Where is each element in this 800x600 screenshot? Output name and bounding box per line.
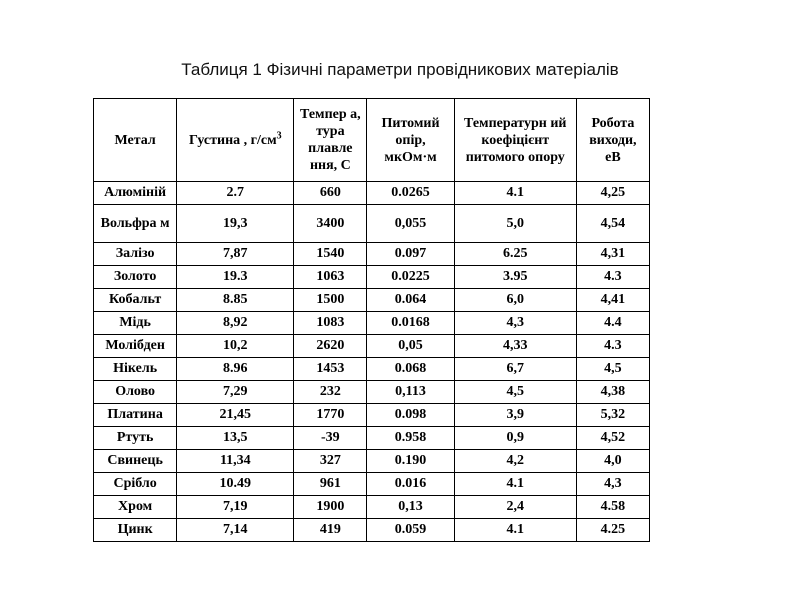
table-row	[94, 404, 650, 427]
cell-work-function: 4.58	[576, 496, 649, 519]
cell-density: 10.49	[177, 473, 294, 496]
cell-temp-coef: 0,9	[454, 427, 576, 450]
cell-resistivity: 0.016	[367, 473, 454, 496]
cell-density: 8.96	[177, 358, 294, 381]
cell-resistivity: 0.068	[367, 358, 454, 381]
header-melting-point: Темпер а, тура плавле ння, С	[294, 99, 367, 182]
cell-melting: 961	[294, 473, 367, 496]
table-row	[94, 182, 650, 205]
cell-temp-coef: 4,2	[454, 450, 576, 473]
cell-temp-coef: 6.25	[454, 243, 576, 266]
cell-work-function: 4,31	[576, 243, 649, 266]
table-row	[94, 312, 650, 335]
table-row	[94, 358, 650, 381]
cell-resistivity: 0.059	[367, 519, 454, 542]
cell-temp-coef: 4,33	[454, 335, 576, 358]
cell-density: 19,3	[177, 205, 294, 243]
table-row	[94, 289, 650, 312]
header-temperature-coefficient: Температурн ий коефіцієнт питомого опору	[454, 99, 576, 182]
header-metal: Метал	[94, 99, 177, 182]
cell-resistivity: 0.958	[367, 427, 454, 450]
header-resistivity: Питомий опір, мкОм·м	[367, 99, 454, 182]
cell-melting: 419	[294, 519, 367, 542]
cell-work-function: 4,25	[576, 182, 649, 205]
table-row	[94, 473, 650, 496]
cell-melting: 1083	[294, 312, 367, 335]
cell-metal: Кобальт	[94, 289, 177, 312]
cell-melting: 327	[294, 450, 367, 473]
cell-metal: Мідь	[94, 312, 177, 335]
cell-temp-coef: 4,5	[454, 381, 576, 404]
cell-metal: Залізо	[94, 243, 177, 266]
cell-resistivity: 0.0168	[367, 312, 454, 335]
cell-work-function: 4,5	[576, 358, 649, 381]
physical-parameters-table	[93, 98, 650, 542]
cell-density: 10,2	[177, 335, 294, 358]
cell-resistivity: 0.190	[367, 450, 454, 473]
cell-density: 19.3	[177, 266, 294, 289]
cell-melting: -39	[294, 427, 367, 450]
cell-work-function: 4,41	[576, 289, 649, 312]
cell-temp-coef: 4,3	[454, 312, 576, 335]
cell-density: 11,34	[177, 450, 294, 473]
header-work-function: Робота виходи, еВ	[576, 99, 649, 182]
header-density-label: Густина , г/см	[188, 132, 277, 148]
cell-temp-coef: 4.1	[454, 519, 576, 542]
cell-melting: 3400	[294, 205, 367, 243]
cell-work-function: 5,32	[576, 404, 649, 427]
cell-resistivity: 0.064	[367, 289, 454, 312]
cell-temp-coef: 5,0	[454, 205, 576, 243]
cell-metal: Срібло	[94, 473, 177, 496]
cell-resistivity: 0,055	[367, 205, 454, 243]
cell-resistivity: 0.0225	[367, 266, 454, 289]
cell-work-function: 4.3	[576, 335, 649, 358]
table-row	[94, 496, 650, 519]
table-row	[94, 266, 650, 289]
cell-density: 21,45	[177, 404, 294, 427]
cell-melting: 232	[294, 381, 367, 404]
cell-work-function: 4,38	[576, 381, 649, 404]
cell-work-function: 4,54	[576, 205, 649, 243]
cell-metal: Нікель	[94, 358, 177, 381]
header-density	[177, 99, 294, 182]
table-row	[94, 381, 650, 404]
cell-work-function: 4.4	[576, 312, 649, 335]
cell-density: 2.7	[177, 182, 294, 205]
table-row	[94, 335, 650, 358]
cell-work-function: 4,3	[576, 473, 649, 496]
cell-temp-coef: 6,0	[454, 289, 576, 312]
cell-melting: 1063	[294, 266, 367, 289]
cell-density: 7,87	[177, 243, 294, 266]
cell-melting: 1453	[294, 358, 367, 381]
cell-metal: Золото	[94, 266, 177, 289]
cell-metal: Молібден	[94, 335, 177, 358]
cell-density: 7,14	[177, 519, 294, 542]
table-header-row	[94, 99, 650, 182]
cell-metal: Цинк	[94, 519, 177, 542]
table-title: Таблиця 1 Фізичні параметри провідникових матеріалів	[181, 60, 619, 79]
cell-density: 7,19	[177, 496, 294, 519]
cell-temp-coef: 4.1	[454, 473, 576, 496]
cell-melting: 1540	[294, 243, 367, 266]
cell-metal: Вольфра м	[94, 205, 177, 243]
cell-melting: 1770	[294, 404, 367, 427]
cell-temp-coef: 4.1	[454, 182, 576, 205]
cell-metal: Алюміній	[94, 182, 177, 205]
table-row	[94, 205, 650, 243]
cell-work-function: 4.25	[576, 519, 649, 542]
cell-temp-coef: 3,9	[454, 404, 576, 427]
cell-temp-coef: 3.95	[454, 266, 576, 289]
table-row	[94, 243, 650, 266]
cell-metal: Свинець	[94, 450, 177, 473]
cell-resistivity: 0,113	[367, 381, 454, 404]
table-row	[94, 519, 650, 542]
cell-temp-coef: 2,4	[454, 496, 576, 519]
cell-melting: 660	[294, 182, 367, 205]
cell-density: 8,92	[177, 312, 294, 335]
cell-resistivity: 0,05	[367, 335, 454, 358]
cell-density: 8.85	[177, 289, 294, 312]
cell-work-function: 4,52	[576, 427, 649, 450]
header-density-superscript: 3	[276, 129, 282, 141]
cell-metal: Хром	[94, 496, 177, 519]
cell-density: 7,29	[177, 381, 294, 404]
cell-resistivity: 0.097	[367, 243, 454, 266]
cell-work-function: 4.3	[576, 266, 649, 289]
cell-temp-coef: 6,7	[454, 358, 576, 381]
cell-melting: 1900	[294, 496, 367, 519]
cell-resistivity: 0,13	[367, 496, 454, 519]
cell-melting: 2620	[294, 335, 367, 358]
table-row	[94, 450, 650, 473]
cell-resistivity: 0.0265	[367, 182, 454, 205]
cell-resistivity: 0.098	[367, 404, 454, 427]
cell-work-function: 4,0	[576, 450, 649, 473]
cell-density: 13,5	[177, 427, 294, 450]
cell-metal: Ртуть	[94, 427, 177, 450]
cell-melting: 1500	[294, 289, 367, 312]
cell-metal: Платина	[94, 404, 177, 427]
table-row	[94, 427, 650, 450]
cell-metal: Олово	[94, 381, 177, 404]
